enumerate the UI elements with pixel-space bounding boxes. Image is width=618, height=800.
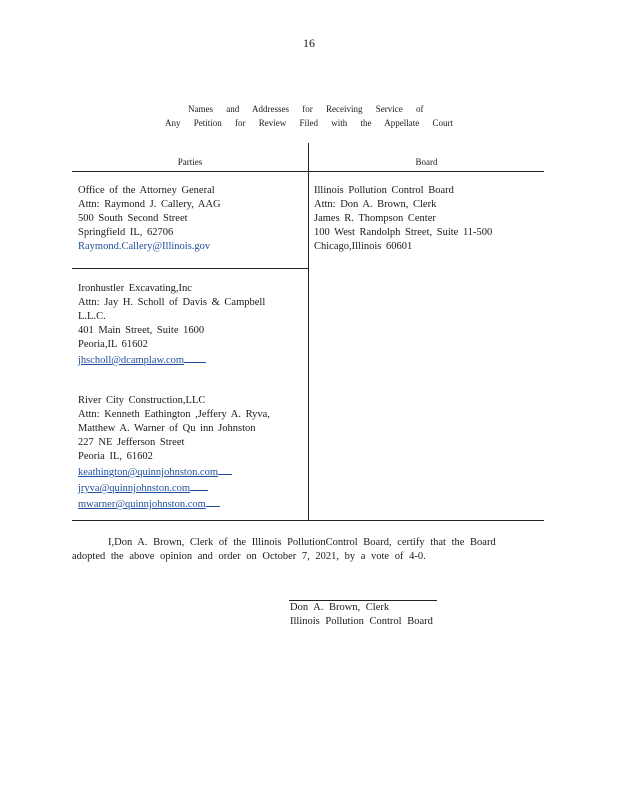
service-heading-line-1: Names and Addresses for Receiving Service of bbox=[188, 104, 424, 114]
iron-city: Peoria,IL 61602 bbox=[78, 339, 148, 350]
service-heading-line-2: Any Petition for Review Filed with the Appellate Court bbox=[165, 118, 453, 128]
river-street: 227 NE Jefferson Street bbox=[78, 437, 185, 448]
river-email-underline-2 bbox=[190, 480, 208, 491]
attorney-general-address bbox=[78, 184, 221, 254]
ag-office: Office of the Attorney General bbox=[78, 185, 215, 196]
iron-attn: Attn: Jay H. Scholl of Davis & Campbell bbox=[78, 297, 266, 308]
column-divider bbox=[308, 143, 309, 520]
ironhustler-address bbox=[78, 282, 265, 368]
board-address bbox=[314, 184, 492, 254]
river-email-link-1[interactable]: keathington@quinnjohnston.com bbox=[78, 467, 219, 478]
board-city: Chicago,Illinois 60601 bbox=[314, 241, 413, 252]
board-attn: Attn: Don A. Brown, Clerk bbox=[314, 199, 437, 210]
clerk-certification bbox=[72, 536, 512, 564]
river-email-link-3[interactable]: mwarner@quinnjohnston.com bbox=[78, 499, 206, 510]
board-street: 100 West Randolph Street, Suite 11-500 bbox=[314, 227, 493, 238]
river-attn: Attn: Kenneth Eathington ,Jeffery A. Ryva, bbox=[78, 409, 270, 420]
board-building: James R. Thompson Center bbox=[314, 213, 436, 224]
river-email-underline-1 bbox=[218, 464, 232, 475]
river-city-address bbox=[78, 394, 270, 512]
signatory-name: Don A. Brown, Clerk bbox=[290, 602, 390, 613]
ag-street: 500 South Second Street bbox=[78, 213, 188, 224]
signatory-org: Illinois Pollution Control Board bbox=[290, 616, 433, 627]
river-city: Peoria IL, 61602 bbox=[78, 451, 153, 462]
iron-company: Ironhustler Excavating,Inc bbox=[78, 283, 192, 294]
page-number: 16 bbox=[303, 36, 315, 50]
iron-street: 401 Main Street, Suite 1600 bbox=[78, 325, 205, 336]
party-separator-rule bbox=[72, 268, 308, 269]
ag-city: Springfield IL, 62706 bbox=[78, 227, 174, 238]
river-attn-cont: Matthew A. Warner of Qu inn Johnston bbox=[78, 423, 256, 434]
iron-email-underline bbox=[184, 352, 206, 363]
signature-block bbox=[290, 601, 433, 629]
parties-column-header: Parties bbox=[177, 157, 203, 167]
board-column-header: Board bbox=[415, 157, 438, 167]
certification-line-2: adopted the above opinion and order on October 7, 2021, by a vote of 4-0. bbox=[72, 551, 426, 562]
ag-email-link[interactable]: Raymond.Callery@Illinois.gov bbox=[78, 241, 211, 252]
river-email-underline-3 bbox=[206, 496, 220, 507]
iron-email-link[interactable]: jhscholl@dcamplaw.com bbox=[78, 355, 185, 366]
iron-firm: L.L.C. bbox=[78, 311, 106, 322]
river-email-link-2[interactable]: jryva@quinnjohnston.com bbox=[78, 483, 191, 494]
certification-line-1: I,Don A. Brown, Clerk of the Illinois PollutionControl Board, certify that the Board bbox=[108, 537, 496, 548]
board-name: Illinois Pollution Control Board bbox=[314, 185, 454, 196]
table-bottom-rule bbox=[72, 520, 544, 521]
river-company: River City Construction,LLC bbox=[78, 395, 206, 406]
table-header-rule bbox=[72, 171, 544, 172]
ag-attn: Attn: Raymond J. Callery, AAG bbox=[78, 199, 221, 210]
